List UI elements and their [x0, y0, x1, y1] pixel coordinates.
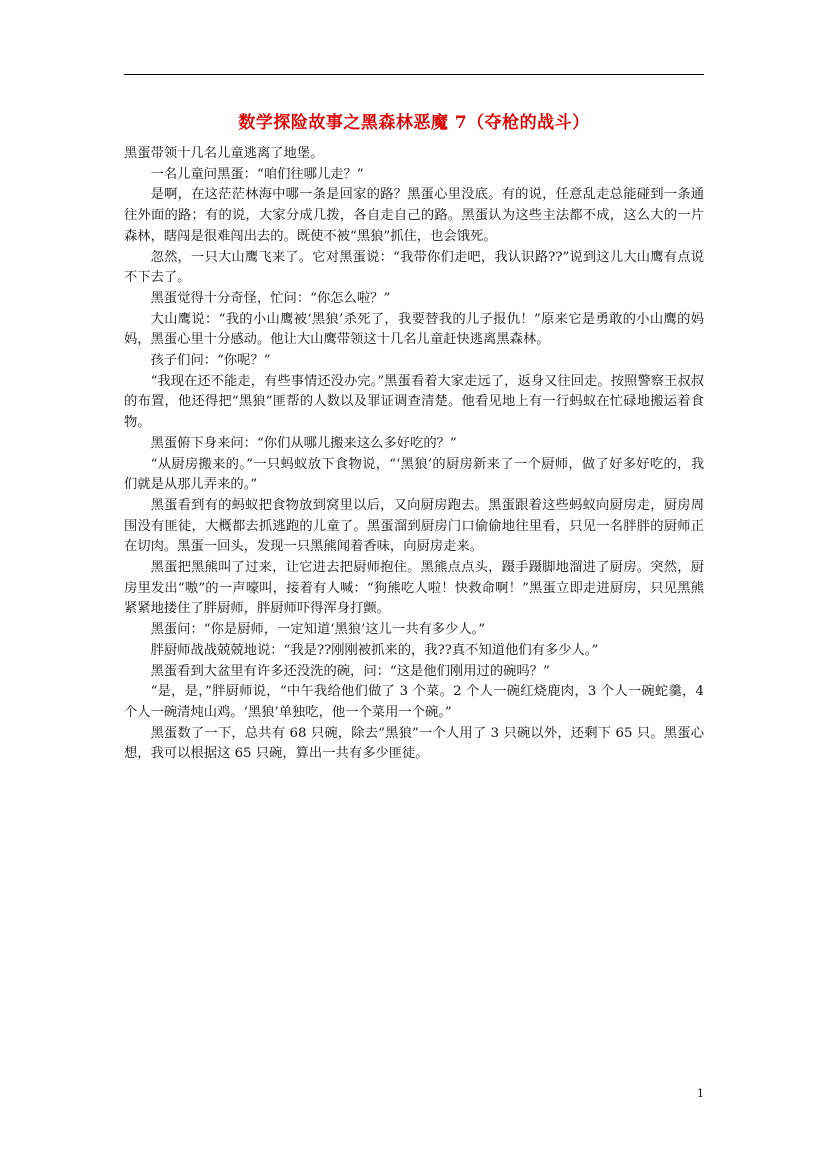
- paragraph-1: 黑蛋带领十几名儿童逃离了地堡。: [124, 146, 324, 161]
- paragraph-9: 黑蛋俯下身来问：“你们从哪儿搬来这么多好吃的？”: [150, 435, 457, 451]
- paragraph-7: 孩子们问：“你呢？”: [150, 353, 271, 369]
- paragraph-2: 一名儿童问黑蛋：“咱们往哪儿走？”: [150, 166, 364, 182]
- paragraph-14: 胖厨师战战兢兢地说：“我是??刚刚被抓来的，我??真不知道他们有多少人。”: [150, 642, 599, 658]
- paragraph-5: 黑蛋觉得十分奇怪，忙问：“你怎么啦？”: [150, 290, 391, 306]
- header-rule: [124, 74, 704, 75]
- paragraph-6: 大山鹰说：“我的小山鹰被‘黑狼’杀死了，我要替我的儿子报仇！”原来它是勇敢的小山鹰的妈妈，黑蛋心里十分感动。他让大山鹰带领这十几名儿童赶快逃离黑森林。: [124, 311, 704, 348]
- paragraph-12: 黑蛋把黑熊叫了过来，让它进去把厨师抱住。黑熊点点头，蹑手蹑脚地溜进了厨房。突然，厨房里发出“嗷”的一声嚎叫，接着有人喊：“狗熊吃人啦！快救命啊！”黑蛋立即走进厨房，只见黑熊紧紧地搂住了胖厨师，胖厨师吓得浑身打颤。: [124, 560, 704, 617]
- paragraph-3: 是啊，在这茫茫林海中哪一条是回家的路？黑蛋心里没底。有的说，任意乱走总能碰到一条通往外面的路；有的说，大家分成几拨，各自走自己的路。黑蛋认为这些主法都不成，这么大的一片森林，瞎闯是很难闯出去的。既使不被“黑狼”抓住，也会饿死。: [124, 187, 704, 244]
- paragraph-4: 忽然，一只大山鹰飞来了。它对黑蛋说：“我带你们走吧，我认识路??”说到这儿大山鹰有点说不下去了。: [124, 249, 704, 286]
- paragraph-13: 黑蛋问：“你是厨师，一定知道‘黑狼’这儿一共有多少人。”: [150, 622, 486, 638]
- paragraph-15: 黑蛋看到大盆里有许多还没洗的碗，问：“这是他们刚用过的碗吗？”: [150, 663, 550, 679]
- paragraph-17: 黑蛋数了一下，总共有 68 只碗，除去“黑狼”一个人用了 3 只碗以外，还剩下 65 只。黑蛋心想，我可以根据这 65 只碗，算出一共有多少匪徒。: [124, 725, 704, 762]
- paragraph-8: “我现在还不能走，有些事情还没办完。”黑蛋看着大家走远了，返身又往回走。按照警察王叔叔的布置，他还得把“黑狼”匪帮的人数以及罪证调查清楚。他看见地上有一行蚂蚁在忙碌地搬运着食物。: [124, 373, 704, 431]
- paragraph-11: 黑蛋看到有的蚂蚁把食物放到窝里以后，又向厨房跑去。黑蛋跟着这些蚂蚁向厨房走，厨房周围没有匪徒，大概都去抓逃跑的儿童了。黑蛋溜到厨房门口偷偷地往里看，只见一名胖胖的厨师正在切肉。黑蛋一回头，发现一只黑熊闻着香味，向厨房走来。: [124, 497, 704, 555]
- paragraph-10: “从厨房搬来的。”一只蚂蚁放下食物说，“‘黑狼’的厨房新来了一个厨师，做了好多好吃的，我们就是从那儿弄来的。”: [124, 456, 704, 493]
- page-title: 数学探险故事之黑森林恶魔 7（夺枪的战斗）: [238, 113, 590, 133]
- paragraph-16: “是，是，”胖厨师说，“中午我给他们做了 3 个菜。2 个人一碗红烧鹿肉，3 个人一碗蛇羹，4 个人一碗清炖山鸡。‘黑狼’单独吃，他一个菜用一个碗。”: [124, 684, 704, 720]
- story-body: [124, 144, 704, 765]
- page-number: 1: [697, 1087, 704, 1100]
